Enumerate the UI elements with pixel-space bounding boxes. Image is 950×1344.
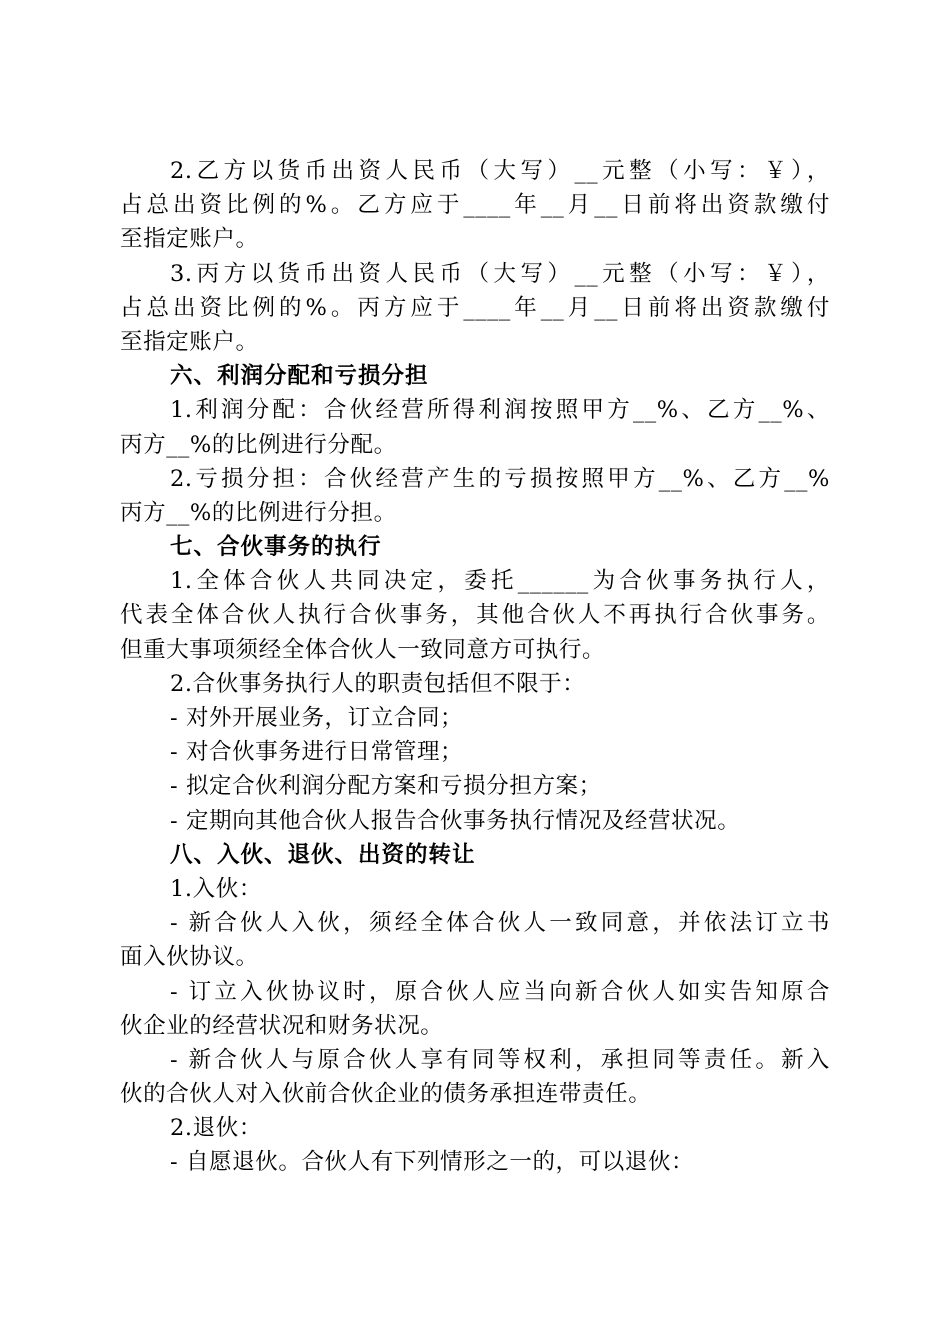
- paragraph-line: 但重大事项须经全体合伙人一致同意方可执行。: [120, 636, 606, 663]
- paragraph-line: - 自愿退伙。合伙人有下列情形之一的，可以退伙：: [170, 1149, 695, 1176]
- paragraph-line: 1.入伙：: [170, 875, 262, 902]
- paragraph-line: 占总出资比例的%。丙方应于____年__月__日前将出资款缴付: [120, 294, 830, 321]
- paragraph-line: 代表全体合伙人执行合伙事务，其他合伙人不再执行合伙事务。: [120, 602, 830, 629]
- paragraph-line: 伙企业的经营状况和财务状况。: [120, 1012, 444, 1039]
- paragraph-line: 1.利润分配：合伙经营所得利润按照甲方__%、乙方__%、: [170, 397, 830, 424]
- paragraph-line: 伙的合伙人对入伙前合伙企业的债务承担连带责任。: [120, 1081, 652, 1108]
- paragraph-line: 1.全体合伙人共同决定，委托______为合伙事务执行人，: [170, 568, 830, 595]
- paragraph-line: 3.丙方以货币出资人民币（大写）__元整（小写：￥），: [170, 260, 830, 287]
- paragraph-line: - 新合伙人与原合伙人享有同等权利，承担同等责任。新入: [170, 1046, 830, 1073]
- paragraph-line: 2.乙方以货币出资人民币（大写）__元整（小写：￥），: [170, 158, 830, 184]
- paragraph-line: 2.亏损分担：合伙经营产生的亏损按照甲方__%、乙方__%: [170, 465, 830, 492]
- paragraph-line: - 新合伙人入伙，须经全体合伙人一致同意，并依法订立书: [170, 910, 830, 937]
- paragraph-line: 2.退伙：: [170, 1115, 262, 1142]
- paragraph-line: - 对外开展业务，订立合同；: [170, 705, 464, 731]
- paragraph-line: - 拟定合伙利润分配方案和亏损分担方案；: [170, 773, 602, 800]
- paragraph-line: - 对合伙事务进行日常管理；: [170, 739, 464, 766]
- paragraph-line: 至指定账户。: [120, 226, 259, 253]
- paragraph-line: 2.合伙事务执行人的职责包括但不限于：: [170, 670, 586, 697]
- section-heading: 七、合伙事务的执行: [170, 534, 382, 561]
- document-body: [120, 154, 830, 1180]
- paragraph-line: 面入伙协议。: [120, 944, 259, 971]
- paragraph-line: 占总出资比例的%。乙方应于____年__月__日前将出资款缴付: [120, 192, 830, 219]
- paragraph-line: - 定期向其他合伙人报告合伙事务执行情况及经营状况。: [170, 807, 741, 834]
- paragraph-line: - 订立入伙协议时，原合伙人应当向新合伙人如实告知原合: [170, 978, 830, 1005]
- paragraph-line: 丙方__%的比例进行分配。: [120, 431, 397, 458]
- paragraph-line: 至指定账户。: [120, 328, 259, 355]
- paragraph-line: 丙方__%的比例进行分担。: [120, 499, 397, 526]
- section-heading: 六、利润分配和亏损分担: [170, 363, 429, 390]
- section-heading: 八、入伙、退伙、出资的转让: [170, 841, 476, 868]
